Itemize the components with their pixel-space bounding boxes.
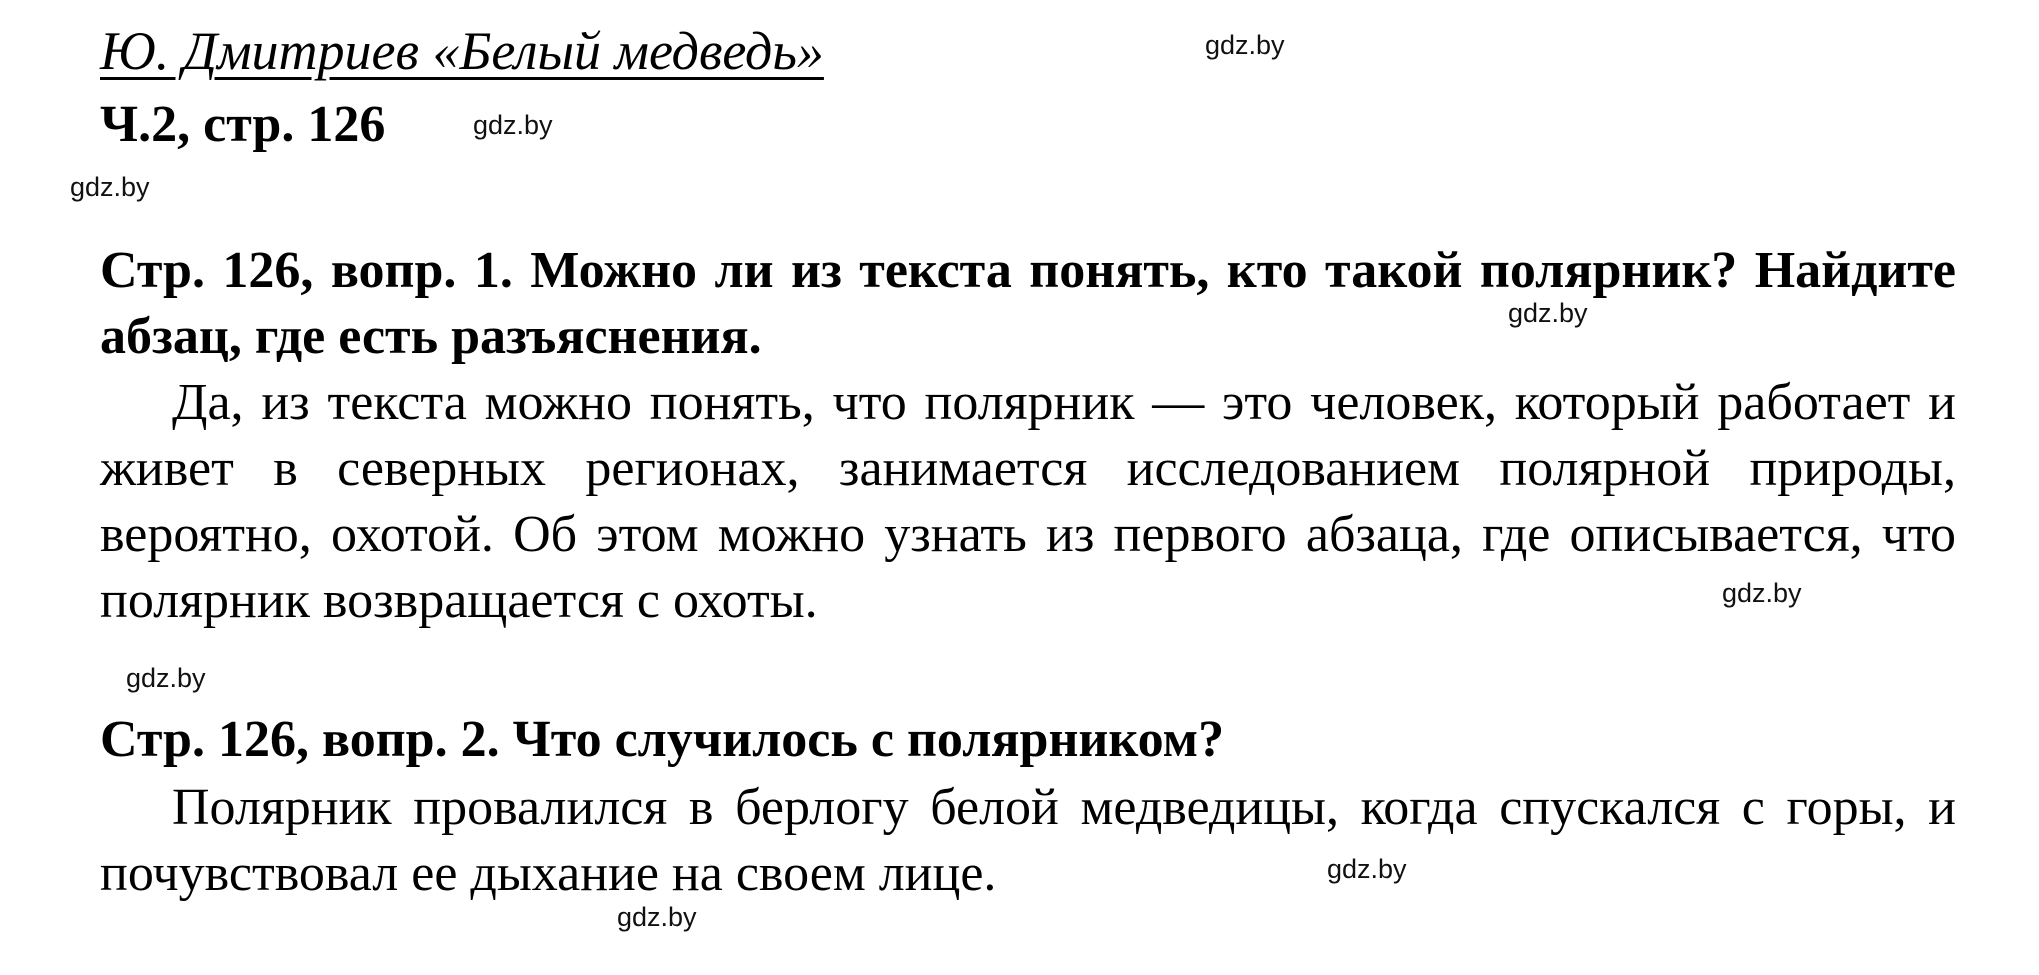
watermark: gdz.by [1722,578,1802,608]
watermark: gdz.by [1508,298,1588,328]
answer-1-text: Да, из текста можно понять, что полярник — это человек, который работает и живет в северных регионах, занимается исследованием полярной природы, вероятно, охотой. Об этом можно узнать из первого абзаца, где описывается, что полярник возвращается с охоты. [100,374,1956,629]
answer-1-block [100,370,1956,634]
question-2-block [100,707,1956,773]
watermark: gdz.by [70,172,150,202]
watermark: gdz.by [1205,30,1285,60]
question-2-text: Стр. 126, вопр. 2. Что случилось с полярником? [100,711,1225,768]
page-subtitle: Ч.2, стр. 126 [100,96,386,153]
watermark: gdz.by [1327,854,1407,884]
question-1-text: Стр. 126, вопр. 1. Можно ли из текста понять, кто такой полярник? Найдите абзац, где есть разъяснения. [100,242,1956,365]
answer-2-text: Полярник провалился в берлогу белой медведицы, когда спускался с горы, и почувствовал ее дыхание на своем лице. [100,779,1956,902]
question-1-block [100,238,1956,370]
watermark: gdz.by [617,902,697,932]
page-title: Ю. Дмитриев «Белый медведь» [100,21,824,81]
watermark: gdz.by [126,663,206,693]
answer-2-block [100,775,1956,907]
watermark: gdz.by [473,110,553,140]
